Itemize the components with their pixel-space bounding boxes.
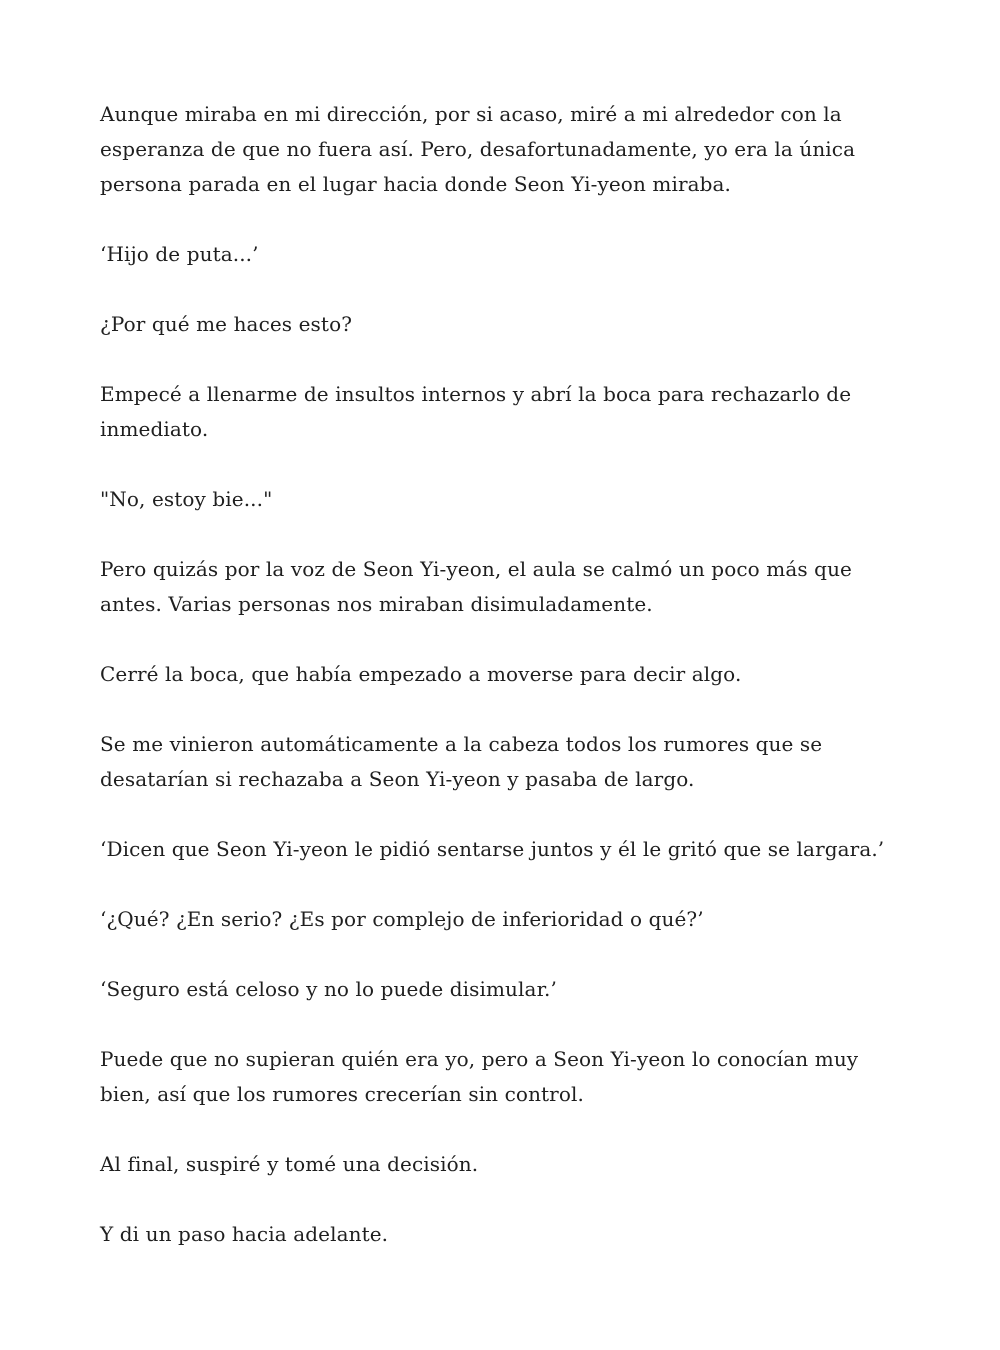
paragraph: "No, estoy bie..." [100,487,273,511]
paragraph: Cerré la boca, que había empezado a moverse para decir algo. [100,662,742,686]
paragraph: Puede que no supieran quién era yo, pero a Seon Yi-yeon lo conocían muy bien, así que los rumores crecerían sin control. [100,1047,865,1106]
paragraph: Aunque miraba en mi dirección, por si acaso, miré a mi alrededor con la esperanza de que no fuera así. Pero, desafortunadamente, yo era la única persona parada en el lugar hacia donde Seon Yi-yeon miraba. [100,102,862,196]
paragraph: ‘Hijo de puta...’ [100,242,259,266]
document-body [100,97,890,1287]
paragraph: ‘Seguro está celoso y no lo puede disimular.’ [100,977,557,1001]
paragraph: Y di un paso hacia adelante. [100,1222,389,1246]
paragraph: ‘¿Qué? ¿En serio? ¿Es por complejo de inferioridad o qué?’ [100,907,704,931]
paragraph: Al final, suspiré y tomé una decisión. [100,1152,479,1176]
paragraph: ‘Dicen que Seon Yi-yeon le pidió sentarse juntos y él le gritó que se largara.’ [100,837,885,861]
paragraph: Empecé a llenarme de insultos internos y abrí la boca para rechazarlo de inmediato. [100,382,858,441]
paragraph: Pero quizás por la voz de Seon Yi-yeon, el aula se calmó un poco más que antes. Varias personas nos miraban disimuladamente. [100,557,859,616]
paragraph: Se me vinieron automáticamente a la cabeza todos los rumores que se desatarían si rechazaba a Seon Yi-yeon y pasaba de largo. [100,732,829,791]
paragraph: ¿Por qué me haces esto? [100,312,353,336]
